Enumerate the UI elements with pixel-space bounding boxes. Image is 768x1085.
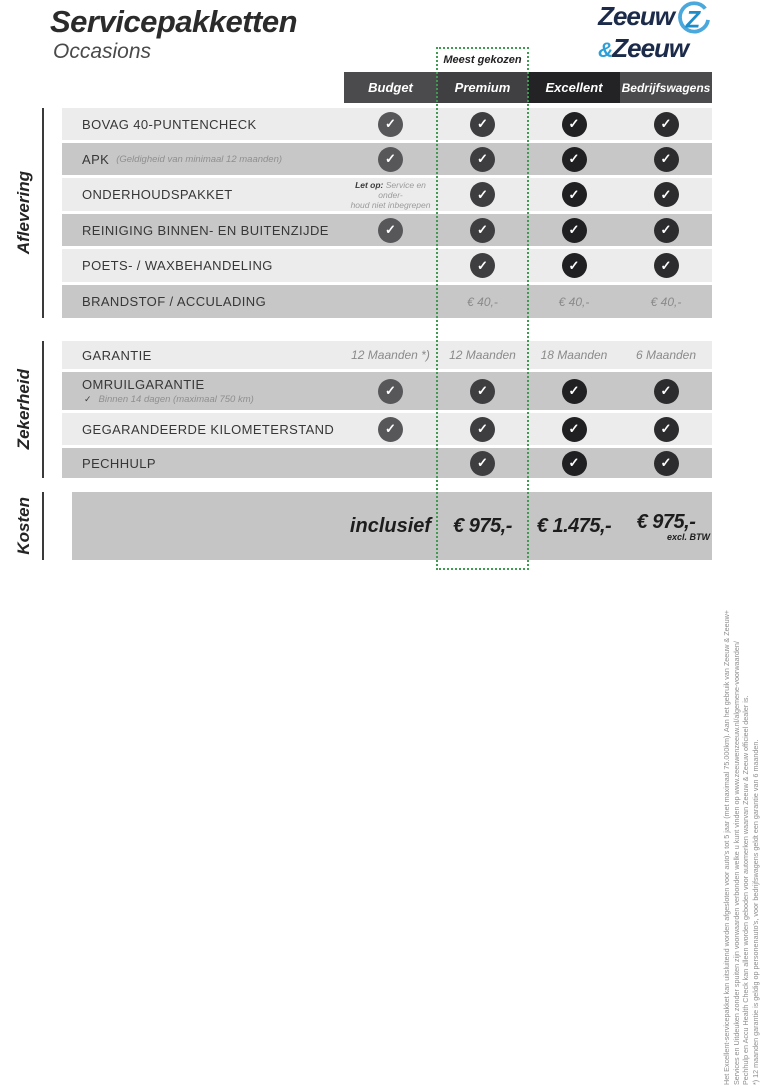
table-row: [62, 143, 712, 175]
check-icon: ✓: [562, 417, 587, 442]
table-row: [62, 178, 712, 211]
btw-note: excl. BTW: [666, 531, 710, 542]
cell-excellent: [528, 143, 620, 175]
check-icon: ✓: [378, 379, 403, 404]
check-icon: ✓: [654, 379, 679, 404]
check-icon: ✓: [378, 112, 403, 137]
cell-premium: [437, 178, 528, 211]
check-icon: ✓: [654, 253, 679, 278]
cell-excellent: [528, 249, 620, 282]
row-label: BRANDSTOF / ACCULADING: [82, 294, 267, 309]
price-bedrijfswagens: € 975,- excl. BTW: [636, 510, 710, 542]
check-icon: ✓: [470, 218, 495, 243]
section-label-zekerheid: Zekerheid: [6, 341, 44, 478]
price-budget: inclusief: [349, 514, 432, 537]
page-title: Servicepakketten: [50, 4, 298, 39]
row-label: GARANTIE: [82, 347, 152, 363]
cell-premium: [437, 413, 528, 445]
svg-text:Z: Z: [685, 7, 701, 34]
row-label: POETS- / WAXBEHANDELING: [82, 258, 273, 273]
cell-budget: [344, 413, 437, 445]
cell-premium: [437, 143, 528, 175]
cell-excellent: [528, 413, 620, 445]
cell-excellent: [528, 178, 620, 211]
table-row: [62, 372, 712, 410]
cell-premium: [437, 448, 528, 478]
page-subtitle: Occasions: [53, 40, 152, 63]
table-row: [62, 285, 712, 318]
section-label-kosten: Kosten: [6, 492, 44, 560]
meest-gekozen-badge: Meest gekozen: [438, 49, 527, 71]
check-icon: ✓: [562, 253, 587, 278]
column-header-premium: Premium: [437, 72, 528, 103]
column-header-bedrijfswagens: Bedrijfswagens: [620, 72, 712, 103]
table-row: [62, 108, 712, 140]
check-icon: ✓: [562, 379, 587, 404]
check-icon: ✓: [470, 147, 495, 172]
cell-bedrijfswagens: [620, 108, 712, 140]
check-icon: ✓: [378, 147, 403, 172]
cell-bedrijfswagens: [620, 178, 712, 211]
zeeuw-logo: [598, 1, 710, 65]
cell-budget-note: [344, 178, 437, 211]
cell-premium: [437, 372, 528, 410]
cell-excellent: [528, 372, 620, 410]
cell-budget: [344, 448, 437, 478]
cell-budget: [344, 143, 437, 175]
cell-budget: [344, 249, 437, 282]
table-row: [62, 249, 712, 282]
row-subnote: ✓ Binnen 14 dagen (maximaal 750 km): [84, 394, 254, 405]
cell-bedrijfswagens: [620, 448, 712, 478]
cell-bedrijfswagens: [620, 372, 712, 410]
check-icon: ✓: [654, 182, 679, 207]
check-icon: ✓: [562, 112, 587, 137]
check-icon: ✓: [654, 417, 679, 442]
check-icon: ✓: [470, 112, 495, 137]
cell-budget: [344, 372, 437, 410]
check-icon: ✓: [470, 253, 495, 278]
check-icon: ✓: [470, 182, 495, 207]
row-note: (Geldigheid van minimaal 12 maanden): [116, 153, 283, 165]
check-icon: ✓: [562, 451, 587, 476]
check-icon: ✓: [470, 451, 495, 476]
section-label-aflevering: Aflevering: [6, 108, 44, 318]
cell-excellent: 18 Maanden: [540, 348, 608, 362]
cell-premium: € 40,-: [467, 294, 498, 309]
cell-excellent: [528, 108, 620, 140]
check-icon: ✓: [654, 112, 679, 137]
row-label: PECHHULP: [82, 455, 156, 471]
cell-premium: 12 Maanden: [449, 348, 516, 362]
cell-budget: [344, 108, 437, 140]
check-icon: ✓: [84, 394, 92, 404]
cell-excellent: € 40,-: [558, 294, 590, 309]
table-row: [62, 413, 712, 445]
cell-budget: 12 Maanden *): [351, 348, 430, 362]
row-label: ONDERHOUDSPAKKET: [82, 187, 233, 202]
cell-bedrijfswagens: 6 Maanden: [635, 348, 697, 362]
check-icon: ✓: [562, 147, 587, 172]
cell-bedrijfswagens: [620, 214, 712, 246]
let-op-note: Let op: Service en onder- houd niet inbegrepen: [350, 179, 431, 210]
check-icon: ✓: [470, 417, 495, 442]
table-row: [62, 448, 712, 478]
cell-premium: [437, 249, 528, 282]
cell-bedrijfswagens: [620, 413, 712, 445]
cell-bedrijfswagens: [620, 143, 712, 175]
row-label: BOVAG 40-PUNTENCHECK: [82, 116, 257, 132]
logo-line1: Zeeuw Z: [598, 4, 710, 36]
row-label: GEGARANDEERDE KILOMETERSTAND: [82, 421, 335, 437]
column-header-excellent: Excellent: [528, 72, 620, 103]
row-label: OMRUILGARANTIE: [82, 377, 205, 392]
table-row: [62, 214, 712, 246]
table-row: [62, 341, 712, 369]
kosten-row: [72, 492, 712, 560]
cell-excellent: [528, 214, 620, 246]
disclaimer-text: Het Excellent-servicepakket kan uitsluitend worden afgesloten voor auto's tot 5 jaar (met maximaal 75.000km). Aan het gebruik van Zeeuw & Zeeuw+ Services en Uitdeuken zonder spuiten zijn voorwaarden verbonden welke u kunt vinden op www.zeeuwenzeeuw.nl/algemene-voorwaarden/ Pechhulp en Accu Health Check kan alleen worden geboden voor automerken waarvan Zeeuw & Zeeuw officieel dealer is. *) 12 maanden garantie is geldig op personenauto's, voor bedrijfswagens geldt een garantie van 6 maanden.: [722, 610, 760, 1085]
check-icon: ✓: [654, 147, 679, 172]
cell-excellent: [528, 448, 620, 478]
logo-line2: &Zeeuw: [598, 33, 689, 63]
cell-bedrijfswagens: [620, 249, 712, 282]
price-premium: € 975,-: [453, 514, 512, 537]
row-label: REINIGING BINNEN- EN BUITENZIJDE: [82, 222, 329, 238]
price-excellent: € 1.475,-: [536, 514, 612, 537]
check-icon: ✓: [378, 417, 403, 442]
cell-budget: [344, 214, 437, 246]
column-header-budget: Budget: [344, 72, 437, 103]
cell-premium: [437, 108, 528, 140]
check-icon: ✓: [562, 218, 587, 243]
check-icon: ✓: [562, 182, 587, 207]
check-icon: ✓: [654, 451, 679, 476]
check-icon: ✓: [654, 218, 679, 243]
check-icon: ✓: [470, 379, 495, 404]
row-label: APK (Geldigheid van minimaal 12 maanden): [82, 151, 283, 167]
cell-bedrijfswagens: € 40,-: [650, 294, 682, 309]
cell-premium: [437, 214, 528, 246]
cell-budget: [344, 285, 437, 318]
zeeuw-z-swoosh-icon: [676, 2, 710, 36]
check-icon: ✓: [378, 218, 403, 243]
